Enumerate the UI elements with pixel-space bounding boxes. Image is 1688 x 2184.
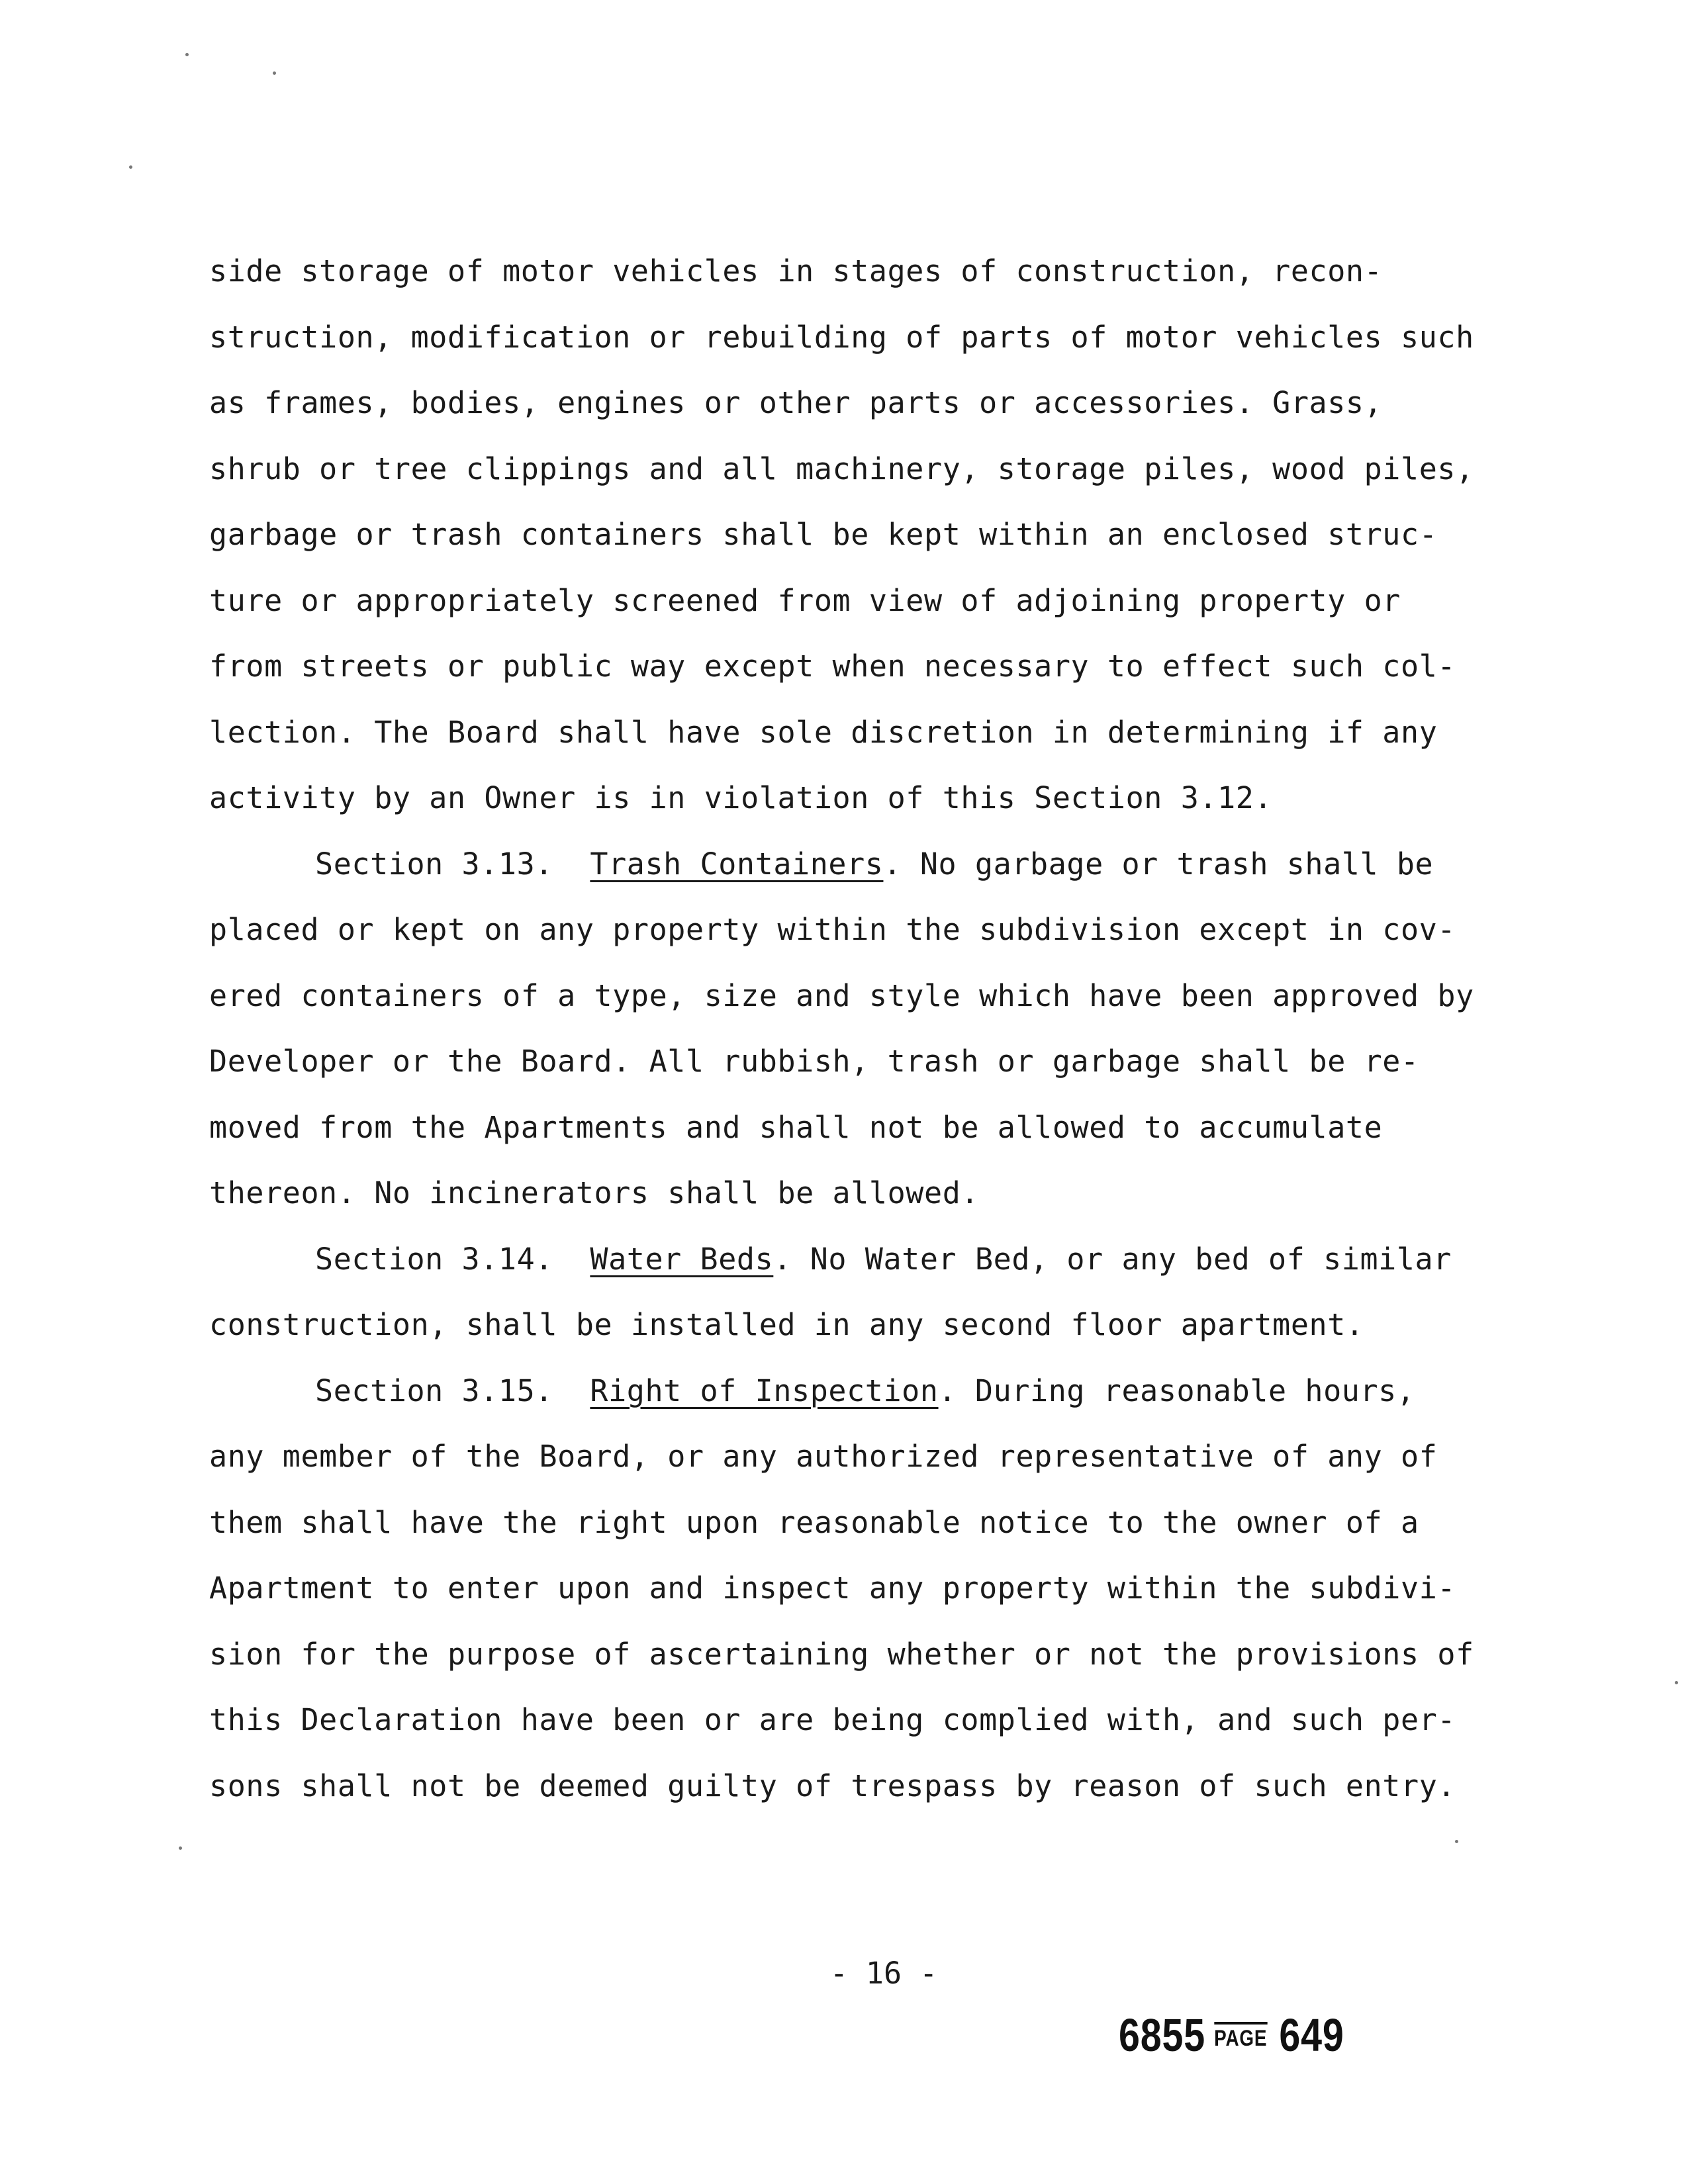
- section-heading: Water Beds: [590, 1241, 774, 1277]
- section-number: Section 3.13.: [315, 846, 553, 882]
- scan-speck: [185, 53, 189, 56]
- text-line: sons shall not be deemed guilty of trespass by reason of such entry.: [209, 1768, 1456, 1803]
- text-line: shrub or tree clippings and all machinery, storage piles, wood piles,: [209, 451, 1474, 486]
- text-line: this Declaration have been or are being complied with, and such per-: [209, 1702, 1456, 1737]
- section-heading: Right of Inspection: [590, 1373, 939, 1408]
- text-line: side storage of motor vehicles in stages of construction, recon-: [209, 253, 1383, 289]
- recording-stamp: [1119, 2009, 1344, 2062]
- scan-speck: [1675, 1681, 1678, 1684]
- section-first-line: [209, 831, 1606, 897]
- section-number: Section 3.14.: [315, 1241, 553, 1277]
- section-number: Section 3.15.: [315, 1373, 553, 1408]
- text-line: placed or kept on any property within the subdivision except in cov-: [209, 912, 1456, 947]
- stamp-page-number: 649: [1279, 2009, 1344, 2061]
- scan-speck: [273, 71, 276, 75]
- page-number: - 16 -: [829, 1956, 938, 1991]
- text-line: thereon. No incinerators shall be allowed.: [209, 1175, 980, 1210]
- text-line: moved from the Apartments and shall not be allowed to accumulate: [209, 1109, 1383, 1145]
- scan-speck: [179, 1846, 182, 1850]
- page-label: PAGE: [1214, 2022, 1267, 2051]
- text-line: sion for the purpose of ascertaining whether or not the provisions of: [209, 1636, 1474, 1672]
- text-line: Apartment to enter upon and inspect any property within the subdivi-: [209, 1570, 1456, 1606]
- section-first-line-text: . No garbage or trash shall be: [883, 846, 1434, 882]
- section-first-line: [209, 1226, 1606, 1293]
- text-line: Developer or the Board. All rubbish, trash or garbage shall be re-: [209, 1044, 1419, 1079]
- book-number: 6855: [1119, 2009, 1205, 2061]
- text-line: struction, modification or rebuilding of parts of motor vehicles such: [209, 319, 1474, 355]
- text-line: ered containers of a type, size and style which have been approved by: [209, 978, 1474, 1013]
- text-line: any member of the Board, or any authorized representative of any of: [209, 1439, 1438, 1474]
- text-line: lection. The Board shall have sole discretion in determining if any: [209, 714, 1438, 750]
- text-line: as frames, bodies, engines or other parts or accessories. Grass,: [209, 385, 1383, 420]
- text-line: them shall have the right upon reasonable notice to the owner of a: [209, 1504, 1419, 1540]
- document-body: [209, 238, 1606, 1819]
- text-line: ture or appropriately screened from view of adjoining property or: [209, 582, 1401, 618]
- section-first-line: [209, 1358, 1606, 1424]
- scan-speck: [129, 165, 132, 169]
- text-line: activity by an Owner is in violation of this Section 3.12.: [209, 780, 1273, 815]
- section-heading: Trash Containers: [590, 846, 884, 882]
- text-line: construction, shall be installed in any second floor apartment.: [209, 1307, 1364, 1342]
- text-line: from streets or public way except when necessary to effect such col-: [209, 649, 1456, 684]
- scan-speck: [1455, 1840, 1458, 1843]
- section-first-line-text: . During reasonable hours,: [938, 1373, 1415, 1408]
- section-first-line-text: . No Water Bed, or any bed of similar: [773, 1241, 1452, 1277]
- text-line: garbage or trash containers shall be kept within an enclosed struc-: [209, 517, 1438, 552]
